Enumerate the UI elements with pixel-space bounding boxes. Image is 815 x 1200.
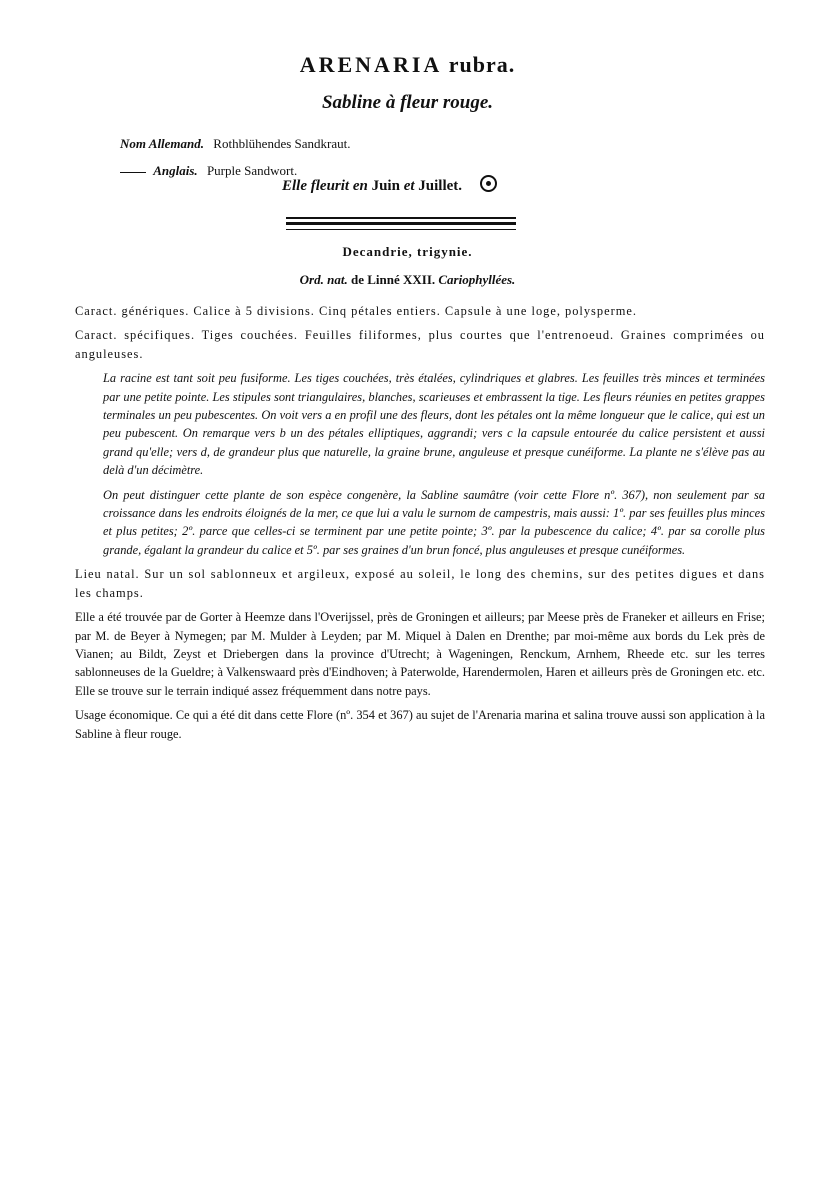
order-family: Cariophyllées. <box>438 272 516 287</box>
divider-rule <box>286 217 516 219</box>
habitat-paragraph: Lieu natal. Sur un sol sablonneux et argileux, exposé au soleil, le long des chemins, sur des petites digues et dans les champs. <box>75 567 765 600</box>
annual-symbol-icon <box>480 175 497 192</box>
english-label: Anglais. <box>153 163 198 178</box>
specific-characters: Caract. spécifiques. Tiges couchées. Feuilles filiformes, plus courtes que l'entrenoeud. Graines comprimées ou anguleuses. <box>75 328 765 361</box>
natural-order <box>0 272 815 288</box>
order-prefix: Ord. nat. <box>299 272 348 287</box>
body-text <box>75 302 765 749</box>
generic-characters: Caract. génériques. Calice à 5 divisions. Cinq pétales entiers. Capsule à une loge, polysperme. <box>75 304 637 318</box>
flowering-time <box>282 175 497 195</box>
distinction-paragraph: On peut distinguer cette plante de son espèce congenère, la Sabline saumâtre (voir cette Flore nº. 367), non seulement par sa croissance dans les endroits éloignés de la mer, ce que lui a valu le surnom de campestris, mais aussi: 1º. par ses feuilles plus minces et plus petites; 2º. parce que celles-ci se terminent par une petite pointe; 3º. par la pubescence du calice; 4º. par sa corolle plus grande, égalant la grandeur du calice et 5º. par ses graines d'un brun foncé, plus anguleuses et presque cunéiformes. <box>103 487 765 557</box>
divider-rule <box>286 229 516 230</box>
divider-rule <box>286 222 516 225</box>
title-genus: ARENARIA <box>299 52 443 77</box>
german-name: Rothblühendes Sandkraut. <box>213 136 351 151</box>
flower-month-1: Juin <box>371 178 400 194</box>
flower-month-2: Juillet. <box>418 178 463 194</box>
description-paragraph: La racine est tant soit peu fusiforme. Les tiges couchées, très étalées, cylindriques et glabres. Les feuilles très minces et terminées par une petite pointe. Les stipules sont triangulaires, blanches, scarieuses et embrassent la tige. Les fleurs réunies en petites grappes terminales un peu pubescentes. On voit vers a en profil une des fleurs, dont les pétales ont la même longueur que le calice, qui est un peu pubescent. On remarque vers b un des pétales elliptiques, aggrandi; vers c la capsule entourée du calice persistent et aussi grand qu'elle; vers d, de grandeur plus que naturelle, la graine brune, anguleuse et presque cunéiforme. La plante ne s'élève pas au delà d'un décimètre. <box>103 371 765 478</box>
usage-paragraph: Usage économique. Ce qui a été dit dans cette Flore (nº. 354 et 367) au sujet de l'Arenaria marina et salina trouve aussi son application à la Sabline à fleur rouge. <box>75 708 765 741</box>
linnean-class: Decandrie, trigynie. <box>342 244 473 259</box>
german-name-line <box>120 136 351 152</box>
page-title <box>0 52 815 78</box>
english-name: Purple Sandwort. <box>206 163 298 178</box>
order-mid: de Linné XXII. <box>350 272 436 287</box>
title-species: rubra. <box>448 52 516 77</box>
flower-and: et <box>403 178 415 194</box>
german-label: Nom Allemand. <box>120 136 205 151</box>
page-subtitle: Sabline à fleur rouge. <box>321 92 494 113</box>
localities-paragraph: Elle a été trouvée par de Gorter à Heemze dans l'Overijssel, près de Groningen et ailleurs; par Meese près de Franeker et ailleurs en Frise; par M. de Beyer à Nymegen; par M. Mulder à Leyden; par M. Miquel à Dalen en Drenthe; par moi-même aux bords du Lek près de Vianen; au Bildt, Zeyst et Driebergen dans la province d'Utrecht; à Wageningen, Renckum, Arnhem, Rheede etc. sur les terres sablonneuses de la Gueldre; à Valkenswaard près d'Eindhoven; à Paterwolde, Harendermolen, Haren et ailleurs près de Groningen etc. etc. Elle se trouve sur le terrain indiqué assez fréquemment dans notre pays. <box>75 610 765 698</box>
flower-pre: Elle fleurit en <box>282 178 368 194</box>
ditto-dash <box>120 172 146 173</box>
